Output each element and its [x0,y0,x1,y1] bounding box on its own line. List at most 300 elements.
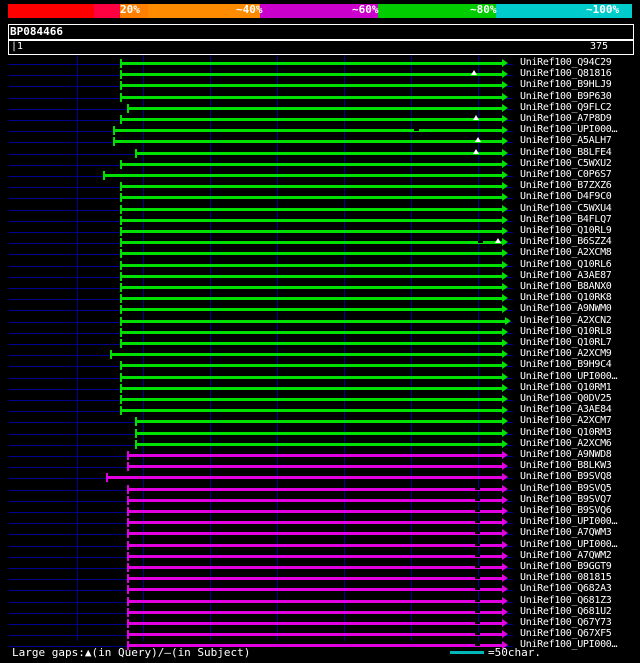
alignment-bar [128,566,503,569]
alignment-direction-arrow [502,429,508,437]
alignment-hit-row[interactable] [8,361,513,370]
alignment-start-tick [120,317,122,326]
alignment-direction-arrow [502,238,508,246]
alignment-bar [128,600,503,603]
alignment-hit-row[interactable] [8,205,513,214]
alignment-direction-arrow [502,574,508,582]
alignment-hit-row[interactable] [8,115,513,124]
alignment-bar [121,297,503,300]
alignment-hit-row[interactable] [8,261,513,270]
hit-label[interactable]: UniRef100_UPI000… [520,538,618,550]
alignment-direction-arrow [502,137,508,145]
alignment-bar [136,432,503,435]
alignment-bar [121,163,503,166]
hit-label[interactable]: UniRef100_B9SVQ7 [520,493,612,505]
alignment-hit-row[interactable] [8,440,513,449]
alignment-direction-arrow [502,507,508,515]
alignment-hit-row[interactable] [8,541,513,550]
alignment-hit-row[interactable] [8,485,513,494]
alignment-start-tick [120,93,122,102]
alignment-direction-arrow [502,328,508,336]
hit-label[interactable]: UniRef100_A2XCM7 [520,415,612,427]
alignment-bar [128,544,503,547]
subject-gap-marker-icon [475,555,480,557]
hit-label[interactable]: UniRef100_A2XCM6 [520,437,612,449]
alignment-direction-arrow [505,317,511,325]
alignment-bar [128,510,503,513]
alignment-start-tick [120,115,122,124]
alignment-hit-row[interactable] [8,529,513,538]
alignment-bar [136,420,503,423]
alignment-hit-row[interactable] [8,93,513,102]
alignment-hit-row[interactable] [8,193,513,202]
alignment-direction-arrow [502,59,508,67]
alignment-start-tick [127,496,129,505]
hit-label[interactable]: UniRef100_Q10RL7 [520,337,612,348]
alignment-hit-row[interactable] [8,160,513,169]
hit-label[interactable]: UniRef100_B9SVQ8 [520,471,612,483]
alignment-hit-row[interactable] [8,518,513,527]
alignment-direction-arrow [502,182,508,190]
alignment-start-tick [120,339,122,348]
alignment-hit-row[interactable] [8,81,513,90]
alignment-hit-row[interactable] [8,171,513,180]
alignment-hit-row[interactable] [8,417,513,426]
alignment-direction-arrow [502,552,508,560]
subject-gap-marker-icon [414,129,419,131]
hit-label[interactable]: UniRef100_B7ZXZ6 [520,180,612,192]
query-gap-marker-icon [471,70,477,75]
subject-gap-marker-icon [475,532,480,534]
subject-gap-marker-icon [475,488,480,490]
alignment-bar [128,107,503,110]
alignment-hit-row[interactable] [8,294,513,303]
hit-label[interactable]: UniRef100_Q10RK8 [520,292,612,304]
alignment-direction-arrow [502,361,508,369]
alignment-bar [128,454,503,457]
alignment-start-tick [127,619,129,628]
alignment-start-tick [120,294,122,303]
alignment-hit-row[interactable] [8,619,513,628]
alignment-direction-arrow [502,518,508,526]
hit-label[interactable]: UniRef100_A7QWM3 [520,527,612,539]
alignment-start-tick [127,518,129,527]
query-bar [8,24,634,40]
alignment-hit-row[interactable] [8,473,513,482]
hit-label[interactable]: UniRef100_Q681U2 [520,605,612,617]
alignment-bar [114,129,503,132]
alignment-bar [121,84,503,87]
hit-label[interactable]: UniRef100_A2XCM9 [520,348,612,360]
alignment-direction-arrow [502,462,508,470]
alignment-bar [121,376,503,379]
alignment-direction-arrow [502,171,508,179]
alignment-direction-arrow [502,272,508,280]
alignment-start-tick [103,171,105,180]
alignment-hit-row[interactable] [8,137,513,146]
alignment-bar [121,331,503,334]
alignment-direction-arrow [502,585,508,593]
alignment-start-tick [120,283,122,292]
hit-label[interactable]: UniRef100_A5ALH7 [520,135,612,147]
alignment-direction-arrow [502,249,508,257]
subject-gap-marker-icon [475,600,480,602]
alignment-direction-arrow [502,294,508,302]
hit-label[interactable]: UniRef100_Q10RM3 [520,426,612,438]
alignment-direction-arrow [502,440,508,448]
alignment-plot [8,55,513,641]
hit-label[interactable]: UniRef100_B8LKW3 [520,460,612,472]
alignment-hit-row[interactable] [8,70,513,79]
alignment-hit-row[interactable] [8,126,513,135]
alignment-start-tick [106,473,108,482]
footer-legend [8,646,632,660]
alignment-bar [121,73,503,76]
alignment-start-tick [120,182,122,191]
alignment-start-tick [120,395,122,404]
alignment-direction-arrow [502,619,508,627]
hit-label[interactable]: UniRef100_Q81816 [520,68,612,80]
hit-label[interactable]: UniRef100_C5WXU4 [520,202,612,214]
hit-label[interactable]: UniRef100_C5WXU2 [520,157,612,169]
alignment-direction-arrow [502,529,508,537]
alignment-direction-arrow [502,193,508,201]
legend-segment [94,4,120,18]
alignment-start-tick [127,574,129,583]
alignment-start-tick [120,227,122,236]
alignment-hit-row[interactable] [8,182,513,191]
subject-gap-marker-icon [475,510,480,512]
query-id-label: BP084466 [10,25,63,38]
alignment-hit-row[interactable] [8,384,513,393]
hit-label[interactable]: UniRef100_B9SVQ5 [520,482,612,494]
alignment-bar [128,577,503,580]
legend-segment [8,4,94,18]
alignment-start-tick [127,104,129,113]
hit-label[interactable]: UniRef100_C0P6S7 [520,169,612,180]
alignment-hit-row[interactable] [8,574,513,583]
alignment-bar [121,398,503,401]
alignment-direction-arrow [502,350,508,358]
alignment-bar [121,208,503,211]
alignment-start-tick [127,585,129,594]
hit-label[interactable]: UniRef100_UPI000… [520,124,618,136]
alignment-start-tick [113,137,115,146]
alignment-direction-arrow [502,563,508,571]
alignment-hit-row[interactable] [8,395,513,404]
alignment-hit-row[interactable] [8,283,513,292]
alignment-start-tick [120,238,122,247]
alignment-start-tick [127,529,129,538]
alignment-direction-arrow [502,485,508,493]
alignment-start-tick [127,541,129,550]
alignment-direction-arrow [502,608,508,616]
hit-label[interactable]: UniRef100_UPI000… [520,370,618,382]
hit-label[interactable]: UniRef100_UPI000… [520,639,618,651]
alignment-hit-row[interactable] [8,238,513,247]
alignment-hit-row[interactable] [8,507,513,516]
alignment-direction-arrow [502,81,508,89]
query-gap-marker-icon [495,238,501,243]
hit-label[interactable]: UniRef100_Q10RL8 [520,325,612,337]
alignment-direction-arrow [502,126,508,134]
alignment-start-tick [127,462,129,471]
alignment-hit-row[interactable] [8,59,513,68]
alignment-hit-row[interactable] [8,328,513,337]
hit-label[interactable]: UniRef100_A9NWM0 [520,303,612,315]
hit-label[interactable]: UniRef100_B9GGT9 [520,561,612,572]
alignment-direction-arrow [502,541,508,549]
alignment-bar [121,196,503,199]
alignment-start-tick [120,328,122,337]
subject-gap-marker-icon [475,633,480,635]
alignment-start-tick [120,272,122,281]
alignment-direction-arrow [502,115,508,123]
alignment-bar [121,409,503,412]
alignment-hit-row[interactable] [8,227,513,236]
subject-gap-marker-icon [475,611,480,613]
alignment-hit-row[interactable] [8,350,513,359]
alignment-bar [121,320,506,323]
alignment-hit-row[interactable] [8,305,513,314]
alignment-hit-row[interactable] [8,451,513,460]
hit-label[interactable]: UniRef100_B9SVQ6 [520,505,612,516]
alignment-bar [104,174,503,177]
hit-label[interactable]: UniRef100_A7P8D9 [520,113,612,124]
alignment-bar [121,308,503,311]
hit-label-column [520,55,640,651]
alignment-direction-arrow [502,406,508,414]
alignment-hit-row[interactable] [8,149,513,158]
alignment-hit-row[interactable] [8,429,513,438]
subject-gap-marker-icon [475,499,480,501]
alignment-bar [121,264,503,267]
legend-label: ~80% [470,3,497,16]
hit-label[interactable]: UniRef100_A9NWD8 [520,449,612,460]
alignment-start-tick [120,81,122,90]
alignment-direction-arrow [502,205,508,213]
legend-label: 20% [120,3,140,16]
alignment-bar [111,353,503,356]
alignment-start-tick [127,552,129,561]
alignment-direction-arrow [502,104,508,112]
alignment-bar [121,342,503,345]
alignment-hit-row[interactable] [8,216,513,225]
alignment-bar [121,387,503,390]
alignment-bar [128,611,503,614]
subject-gap-marker-icon [475,544,480,546]
identity-color-legend [8,4,632,18]
alignment-start-tick [127,507,129,516]
legend-label: ~100% [586,3,620,16]
alignment-start-tick [127,485,129,494]
alignment-direction-arrow [502,160,508,168]
alignment-start-tick [127,451,129,460]
query-ruler [8,40,634,55]
alignment-start-tick [120,361,122,370]
hit-label[interactable]: UniRef100_A3AE84 [520,404,612,416]
subject-gap-marker-icon [475,566,480,568]
hit-label[interactable]: UniRef100_B9H9C4 [520,359,612,371]
hit-label[interactable]: UniRef100_Q67XF5 [520,628,612,640]
query-gap-marker-icon [473,115,479,120]
hit-label[interactable]: UniRef100_081815 [520,572,612,584]
hit-label[interactable]: UniRef100_B9HLJ9 [520,79,612,91]
alignment-start-tick [135,429,137,438]
alignment-hit-row[interactable] [8,272,513,281]
hit-label[interactable]: UniRef100_Q10RL6 [520,258,612,270]
hit-label[interactable]: UniRef100_B4FLQ7 [520,213,612,225]
alignment-hit-row[interactable] [8,496,513,505]
alignment-bar [121,219,503,222]
alignment-start-tick [120,261,122,270]
alignment-direction-arrow [502,339,508,347]
alignment-start-tick [135,149,137,158]
alignment-start-tick [127,630,129,639]
alignment-direction-arrow [502,149,508,157]
alignment-bar [128,622,503,625]
hit-label[interactable]: UniRef100_Q10RM1 [520,381,612,393]
hit-label[interactable]: UniRef100_A3AE87 [520,269,612,281]
hit-label[interactable]: UniRef100_B8LFE4 [520,146,612,158]
alignment-direction-arrow [502,630,508,638]
alignment-hit-row[interactable] [8,373,513,382]
hit-label[interactable]: UniRef100_A2XCN2 [520,314,612,326]
alignment-bar [128,499,503,502]
alignment-bar [121,96,503,99]
alignment-start-tick [120,373,122,382]
alignment-direction-arrow [502,597,508,605]
alignment-start-tick [110,350,112,359]
alignment-bar [128,465,503,468]
alignment-hit-row[interactable] [8,585,513,594]
large-gaps-note: Large gaps:▲(in Query)/–(in Subject) [12,646,251,659]
alignment-hit-row[interactable] [8,552,513,561]
alignment-direction-arrow [502,93,508,101]
hit-label[interactable]: UniRef100_Q682A3 [520,583,612,595]
hit-label[interactable]: UniRef100_Q0DV25 [520,393,612,404]
alignment-hit-row[interactable] [8,406,513,415]
alignment-start-tick [120,193,122,202]
subject-gap-marker-icon [475,622,480,624]
alignment-direction-arrow [502,283,508,291]
hit-label[interactable]: UniRef100_Q9FLC2 [520,101,612,113]
alignment-direction-arrow [502,451,508,459]
hit-label[interactable]: UniRef100_A7QWM2 [520,549,612,561]
subject-gap-marker-icon [475,521,480,523]
alignment-start-tick [120,160,122,169]
alignment-direction-arrow [502,417,508,425]
hit-label[interactable]: UniRef100_D4F9C0 [520,191,612,203]
subject-gap-marker-icon [475,577,480,579]
alignment-bar [121,286,503,289]
alignment-hit-row[interactable] [8,104,513,113]
alignment-start-tick [120,305,122,314]
alignment-start-tick [113,126,115,135]
alignment-hit-row[interactable] [8,339,513,348]
alignment-direction-arrow [502,70,508,78]
alignment-start-tick [120,249,122,258]
scale-bar [450,651,484,654]
alignment-start-tick [135,440,137,449]
alignment-hit-row[interactable] [8,462,513,471]
hit-label[interactable]: UniRef100_B8ANX0 [520,281,612,292]
alignment-start-tick [120,216,122,225]
hit-label[interactable]: UniRef100_Q67Y73 [520,617,612,628]
query-gap-marker-icon [475,137,481,142]
alignment-hit-row[interactable] [8,317,513,326]
alignment-start-tick [127,608,129,617]
hit-label[interactable]: UniRef100_Q681Z3 [520,594,612,606]
alignment-start-tick [120,59,122,68]
alignment-bar [128,488,503,491]
alignment-bar [128,555,503,558]
alignment-start-tick [135,417,137,426]
alignment-direction-arrow [502,216,508,224]
alignment-hit-row[interactable] [8,249,513,258]
hit-label[interactable]: UniRef100_B9P630 [520,90,612,102]
alignment-bar [128,532,503,535]
alignment-bar [136,152,503,155]
subject-gap-marker-icon [478,241,483,243]
alignment-direction-arrow [502,384,508,392]
legend-label: ~40% [236,3,263,16]
ruler-start-label: |1 [11,41,24,52]
subject-gap-marker-icon [475,588,480,590]
alignment-bar [128,588,503,591]
alignment-direction-arrow [502,373,508,381]
alignment-direction-arrow [502,305,508,313]
ruler-end-label: 375 [590,41,609,52]
alignment-direction-arrow [502,227,508,235]
hit-label[interactable]: UniRef100_Q10RL9 [520,225,612,236]
alignment-hit-row[interactable] [8,597,513,606]
alignment-bar [107,476,503,479]
alignment-start-tick [120,70,122,79]
hit-label[interactable]: UniRef100_UPI000… [520,516,618,528]
hit-label[interactable]: UniRef100_A2XCM8 [520,247,612,259]
alignment-bar [128,633,503,636]
hit-label[interactable]: UniRef100_B6SZZ4 [520,236,612,248]
alignment-bar [128,521,503,524]
alignment-bar [121,185,503,188]
alignment-direction-arrow [502,496,508,504]
alignment-hit-row[interactable] [8,563,513,572]
alignment-bar [121,252,503,255]
alignment-hit-row[interactable] [8,608,513,617]
alignment-start-tick [127,597,129,606]
alignment-bar [121,62,503,65]
alignment-bar [121,230,503,233]
alignment-direction-arrow [502,473,508,481]
scale-note: =50char. [488,646,541,659]
alignment-bar [121,275,503,278]
alignment-start-tick [127,563,129,572]
alignment-start-tick [120,205,122,214]
alignment-bar [121,364,503,367]
alignment-hit-row[interactable] [8,630,513,639]
alignment-bar [121,241,503,244]
alignment-bar [121,118,503,121]
legend-label: ~60% [352,3,379,16]
query-gap-marker-icon [473,149,479,154]
alignment-bar [136,443,503,446]
alignment-start-tick [120,406,122,415]
alignment-start-tick [120,384,122,393]
alignment-direction-arrow [502,395,508,403]
alignment-bar [114,140,503,143]
hit-label[interactable]: UniRef100_Q94C29 [520,57,612,68]
